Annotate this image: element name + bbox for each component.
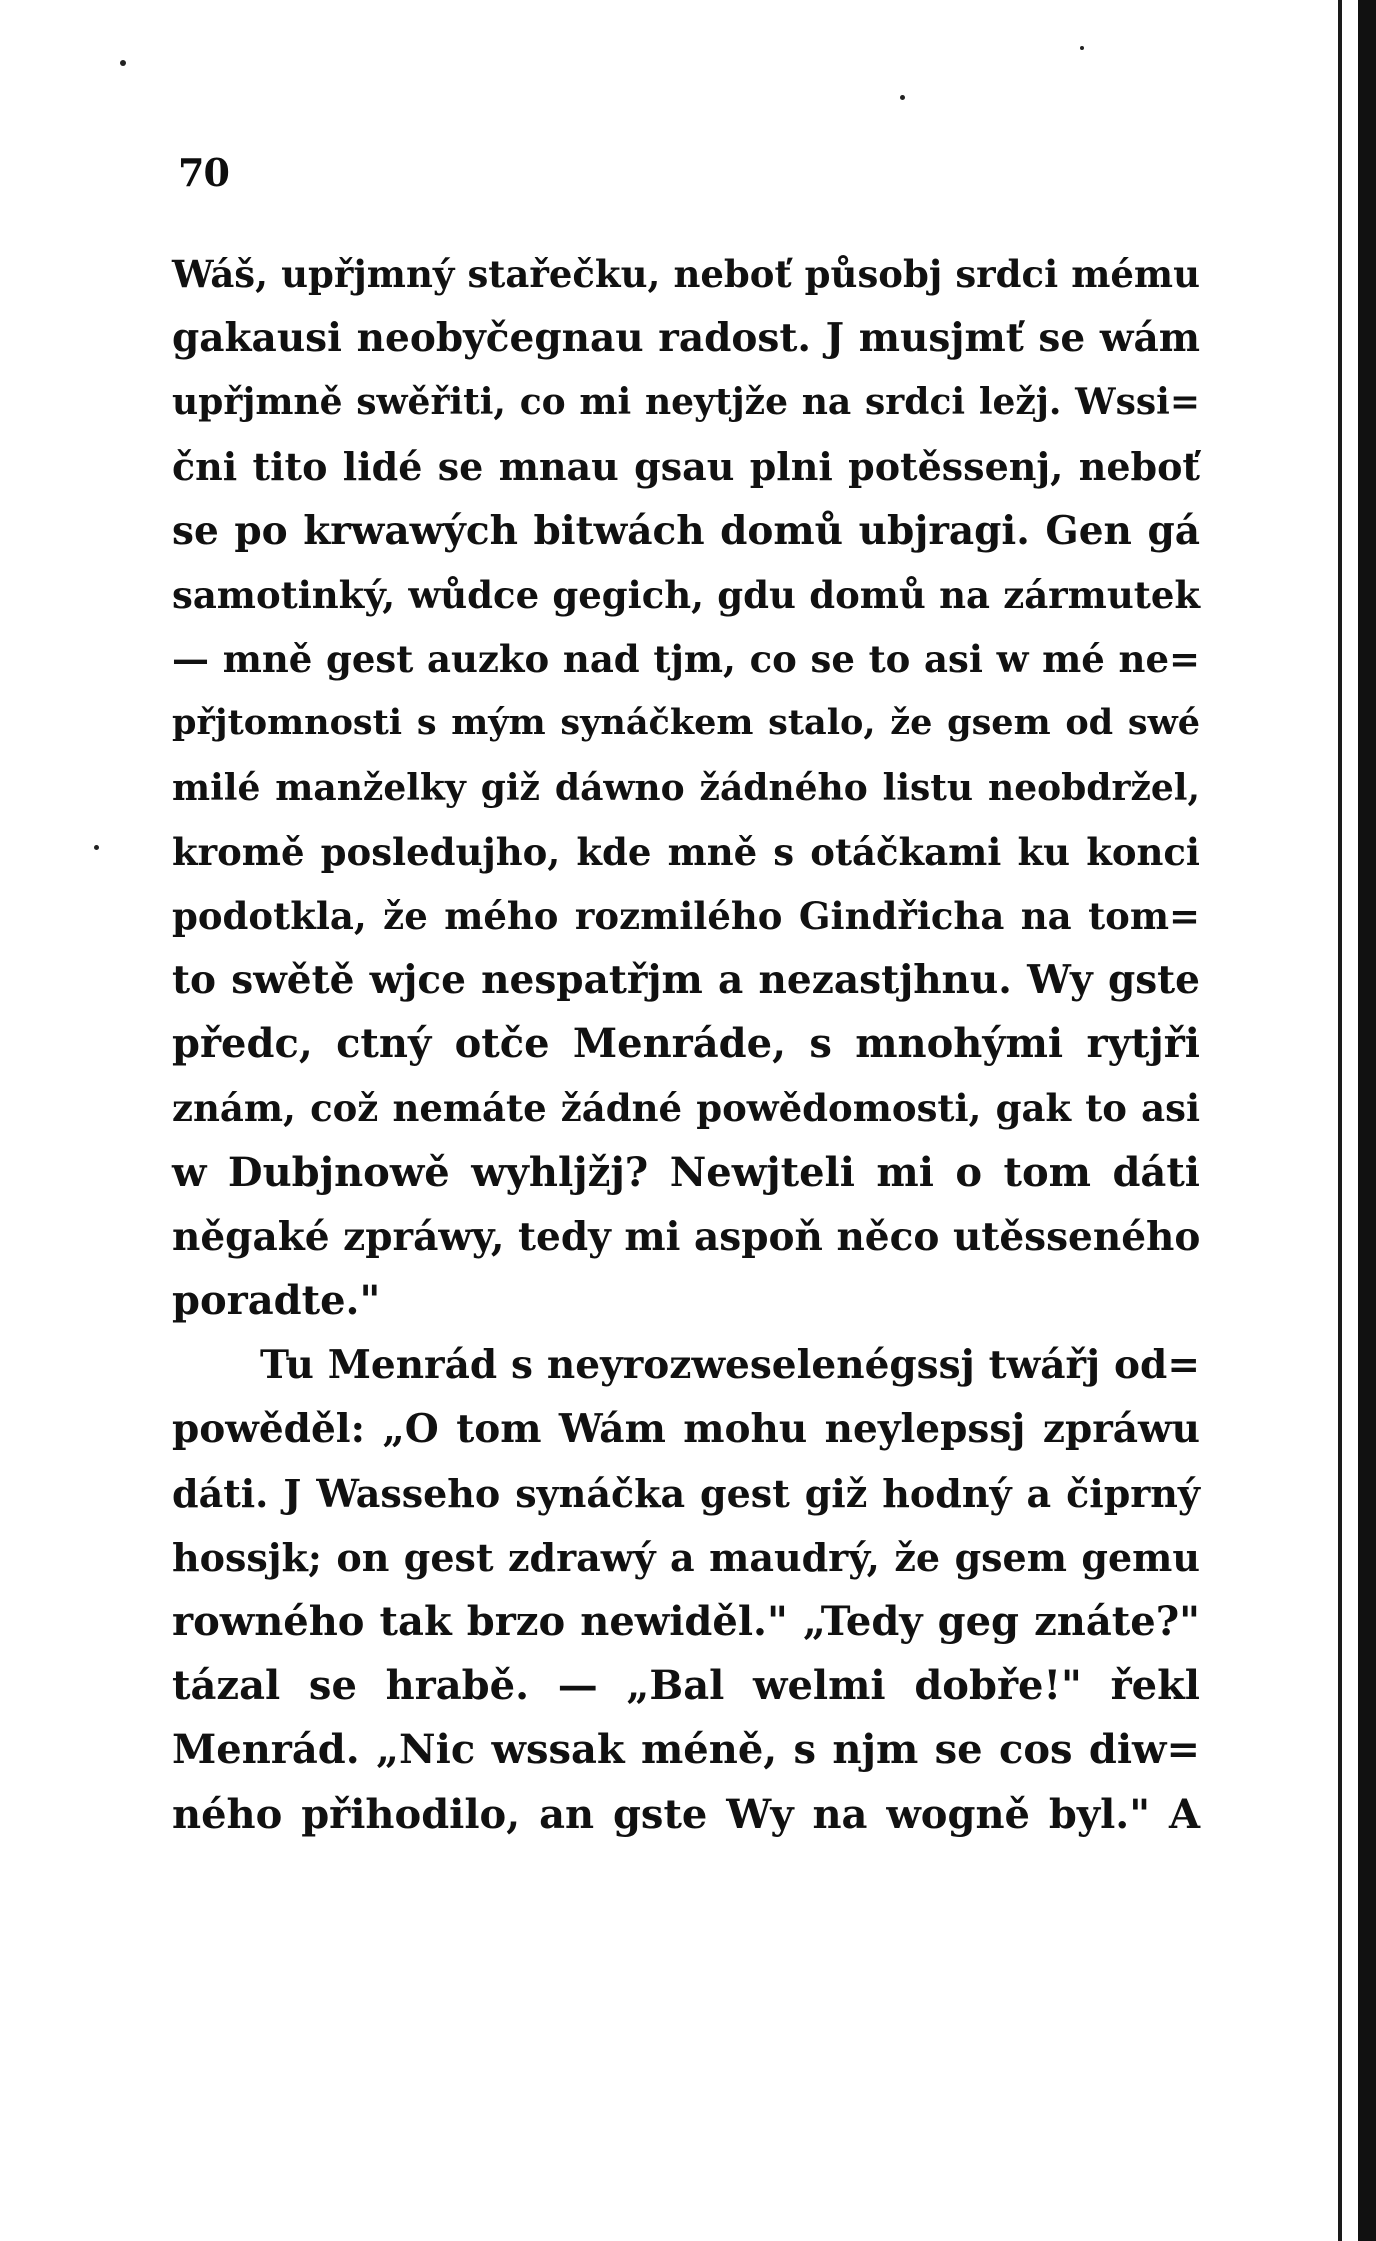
text-line: ného přihodilo, an gste Wy na wogně byl." A (172, 1790, 1200, 1838)
text-line: rowného tak brzo newiděl." „Tedy geg znáte?" (172, 1597, 1200, 1645)
text-line: Menrád. „Nic wssak méně, s njm se cos diw= (172, 1726, 1200, 1774)
text-line: předc, ctný otče Menráde, s mnohými rytjři (172, 1020, 1200, 1068)
text-line: podotkla, že mého rozmilého Gindřicha na tom= (172, 893, 1200, 938)
text-line: kromě posledujho, kde mně s otáčkami ku konci (172, 829, 1200, 874)
ink-speck (94, 845, 99, 850)
text-line: gakausi neobyčegnau radost. J musjmť se wám (172, 315, 1200, 362)
text-line: upřjmně swěřiti, co mi neytjže na srdci ležj. Wssi= (172, 381, 1200, 424)
ink-speck (1080, 46, 1084, 50)
text-line: čni tito lidé se mnau gsau plni potěssenj, neboť (172, 443, 1200, 489)
text-line: tázal se hrabě. — „Bal welmi dobře!" řekl (172, 1662, 1200, 1710)
text-line: to swětě wjce nespatřjm a nezastjhnu. Wy gste (172, 957, 1200, 1004)
text-line: poradte." (172, 1277, 381, 1324)
page-number: 70 (178, 150, 229, 195)
text-line: se po krwawých bitwách domů ubjragi. Gen gá (172, 507, 1200, 554)
text-line: něgaké zpráwy, tedy mi aspoň něco utěsseného (172, 1213, 1201, 1260)
text-line: powěděl: „O tom Wám mohu neylepssj zpráwu (172, 1406, 1200, 1453)
text-line: přjtomnosti s mým synáčkem stalo, že gsem od swé (172, 702, 1200, 744)
text-line: Wáš, upřjmný stařečku, neboť působj srdci mému (172, 252, 1200, 296)
ink-speck (900, 95, 905, 100)
paragraph-first-line: Tu Menrád s neyrozweselenégssj twářj od= (260, 1342, 1200, 1389)
text-line: samotinký, wůdce gegich, gdu domů na zármutek (172, 572, 1200, 617)
text-line: — mně gest auzko nad tjm, co se to asi w mé ne= (172, 637, 1200, 682)
text-line: milé manželky giž dáwno žádného listu neobdržel, (172, 766, 1200, 809)
page-edge-shadow (1358, 0, 1376, 2241)
ink-speck (120, 60, 126, 66)
text-line: w Dubjnowě wyhljžj? Newjteli mi o tom dáti (172, 1148, 1200, 1196)
text-line: hossjk; on gest zdrawý a maudrý, že gsem gemu (172, 1534, 1200, 1580)
page-edge-line (1338, 0, 1342, 2241)
text-line: dáti. J Wasseho synáčka gest giž hodný a čiprný (172, 1470, 1200, 1516)
text-line: znám, což nemáte žádné powědomosti, gak to asi (172, 1086, 1200, 1131)
body-text (172, 242, 1200, 1847)
